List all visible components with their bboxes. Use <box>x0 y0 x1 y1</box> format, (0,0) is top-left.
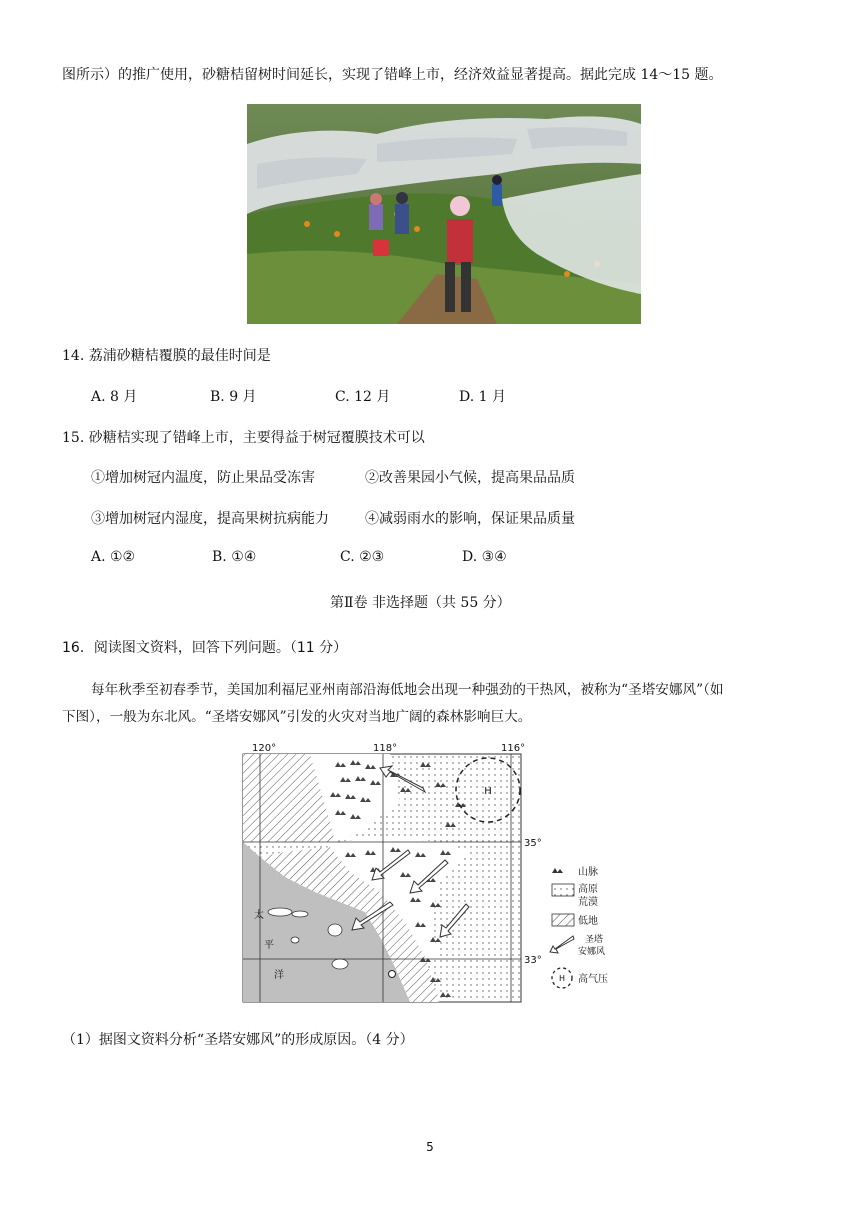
map-frame <box>243 754 521 1002</box>
legend-plateau-1: 高原 <box>578 884 598 895</box>
q15-option-a: A. ①② <box>91 549 136 565</box>
question-16-stem: 16．阅读图文资料，回答下列问题。（11 分） <box>62 640 348 656</box>
q15-item-2: ②改善果园小气候，提高果品品质 <box>365 470 575 486</box>
question-15-stem: 15. 砂糖桔实现了错峰上市，主要得益于树冠覆膜技术可以 <box>62 430 425 446</box>
intro-text: 图所示）的推广使用，砂糖桔留树时间延长，实现了错峰上市，经济效益显著提高。据此完成 14～15 题。 <box>62 67 723 83</box>
ocean-label-1: 太 <box>254 910 264 921</box>
legend-high-pressure: 高气压 <box>578 974 608 985</box>
q14-option-a: A. 8 月 <box>91 389 138 405</box>
q15-option-c: C. ②③ <box>340 549 385 565</box>
legend-lowland: 低地 <box>578 916 598 927</box>
page-number: 5 <box>426 1140 434 1154</box>
q14-option-b: B. 9 月 <box>210 389 257 405</box>
orchard-photo <box>247 104 641 324</box>
ocean-label-2: 平 <box>264 940 274 951</box>
map-legend <box>550 865 608 988</box>
q15-item-3: ③增加树冠内湿度，提高果树抗病能力 <box>91 511 329 527</box>
legend-mountain: 山脉 <box>578 867 598 878</box>
q15-item-1: ①增加树冠内温度，防止果品受冻害 <box>91 470 315 486</box>
legend-high-symbol: H <box>558 974 566 983</box>
lat-label-35: 35° <box>524 838 542 849</box>
lon-label-116: 116° <box>501 743 526 754</box>
q14-option-c: C. 12 月 <box>335 389 391 405</box>
legend-wind-1: 圣塔 <box>585 935 604 945</box>
question-14-stem: 14. 荔浦砂糖桔覆膜的最佳时间是 <box>62 348 271 364</box>
q15-item-4: ④减弱雨水的影响，保证果品质量 <box>365 511 575 527</box>
q15-option-b: B. ①④ <box>212 549 257 565</box>
high-pressure-label: H <box>484 786 492 797</box>
q15-option-d: D. ③④ <box>462 549 507 565</box>
q16-paragraph-line1: 每年秋季至初春季节，美国加利福尼亚州南部沿海低地会出现一种强劲的干热风，被称为“圣塔安娜风”（如 <box>91 682 724 698</box>
lon-label-118: 118° <box>373 743 398 754</box>
legend-wind-2: 安娜风 <box>578 947 606 957</box>
q14-option-d: D. 1 月 <box>459 389 506 405</box>
section-title: 第Ⅱ卷 非选择题（共 55 分） <box>330 595 511 611</box>
q16-sub1: （1）据图文资料分析“圣塔安娜风”的形成原因。（4 分） <box>62 1032 414 1048</box>
lon-label-120: 120° <box>252 743 277 754</box>
santa-ana-wind-map <box>240 742 640 1007</box>
ocean-label-3: 洋 <box>274 970 284 981</box>
q16-paragraph-line2: 下图），一般为东北风。“圣塔安娜风”引发的火灾对当地广阔的森林影响巨大。 <box>62 709 532 725</box>
legend-plateau-2: 荒漠 <box>578 897 598 908</box>
lat-label-33: 33° <box>524 955 542 966</box>
city-marker <box>389 971 396 978</box>
